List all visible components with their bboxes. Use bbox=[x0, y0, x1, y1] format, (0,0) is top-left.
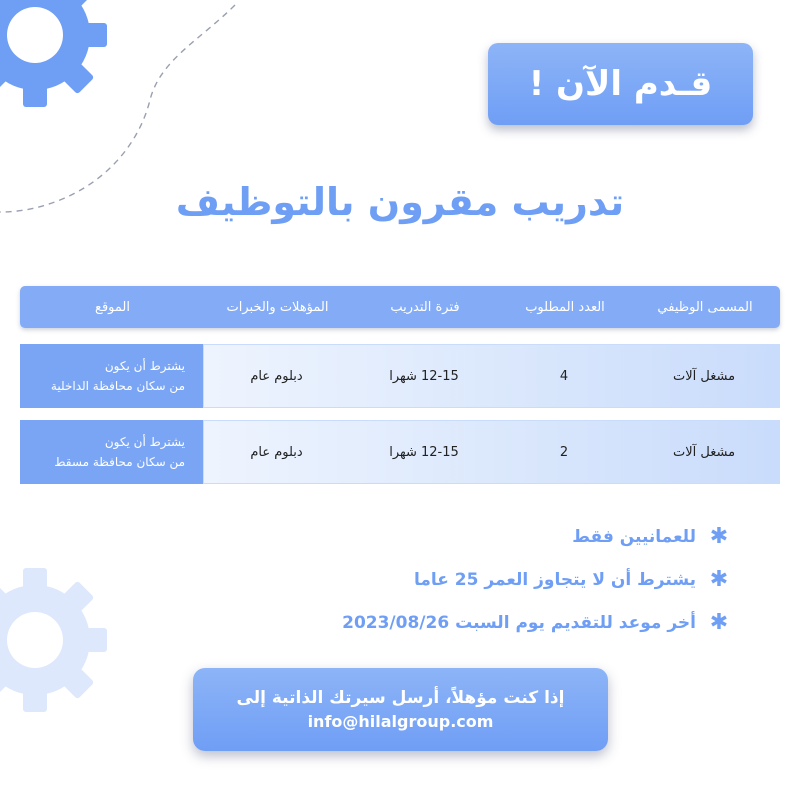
list-item bbox=[342, 515, 730, 558]
cell-count: 2 bbox=[559, 444, 569, 460]
requirement-text: أخر موعد للتقديم يوم السبت 2023/08/26 bbox=[342, 612, 696, 633]
email-link[interactable]: info@hilalgroup.com bbox=[307, 712, 494, 731]
table-row bbox=[20, 420, 780, 484]
header-qualifications: المؤهلات والخبرات bbox=[226, 299, 329, 315]
cell-qualification: دبلوم عام bbox=[250, 368, 303, 384]
location-line-2: من سكان محافظة الداخلية bbox=[50, 379, 185, 393]
header-training-period: فترة التدريب bbox=[390, 299, 460, 315]
page-title: تدريب مقرون بالتوظيف bbox=[175, 180, 625, 224]
location-line-1: يشترط أن يكون bbox=[104, 358, 185, 373]
cell-job-title: مشغل آلات bbox=[672, 368, 736, 384]
row-band bbox=[203, 420, 780, 484]
requirement-text: يشترط أن لا يتجاوز العمر 25 عاما bbox=[413, 569, 696, 590]
header-job-title: المسمى الوظيفي bbox=[657, 299, 753, 315]
list-item bbox=[342, 558, 730, 601]
cell-location bbox=[20, 420, 203, 484]
cell-qualification: دبلوم عام bbox=[250, 444, 303, 460]
gear-icon bbox=[0, 565, 110, 715]
asterisk-icon: ✱ bbox=[709, 524, 729, 549]
cta-text: إذا كنت مؤهلاً، أرسل سيرتك الذاتية إلى bbox=[236, 688, 565, 708]
apply-email-box[interactable] bbox=[193, 668, 608, 751]
header-count: العدد المطلوب bbox=[525, 299, 605, 315]
cell-location bbox=[20, 344, 203, 408]
table-row bbox=[20, 344, 780, 408]
row-band bbox=[203, 344, 780, 408]
cell-training-period: 12-15 شهرا bbox=[389, 444, 459, 460]
location-line-1: يشترط أن يكون bbox=[104, 434, 185, 449]
asterisk-icon: ✱ bbox=[709, 567, 729, 592]
list-item bbox=[342, 601, 730, 644]
location-line-2: من سكان محافظة مسقط bbox=[54, 455, 185, 469]
requirements-list bbox=[342, 515, 730, 644]
header-location: الموقع bbox=[95, 299, 130, 315]
gear-icon bbox=[0, 0, 110, 110]
table-header bbox=[20, 286, 780, 328]
requirement-text: للعمانيين فقط bbox=[572, 526, 696, 547]
apply-now-badge[interactable]: قـدم الآن ! bbox=[488, 43, 753, 125]
cell-job-title: مشغل آلات bbox=[672, 444, 736, 460]
cell-training-period: 12-15 شهرا bbox=[389, 368, 459, 384]
cell-count: 4 bbox=[559, 368, 569, 384]
asterisk-icon: ✱ bbox=[709, 610, 729, 635]
